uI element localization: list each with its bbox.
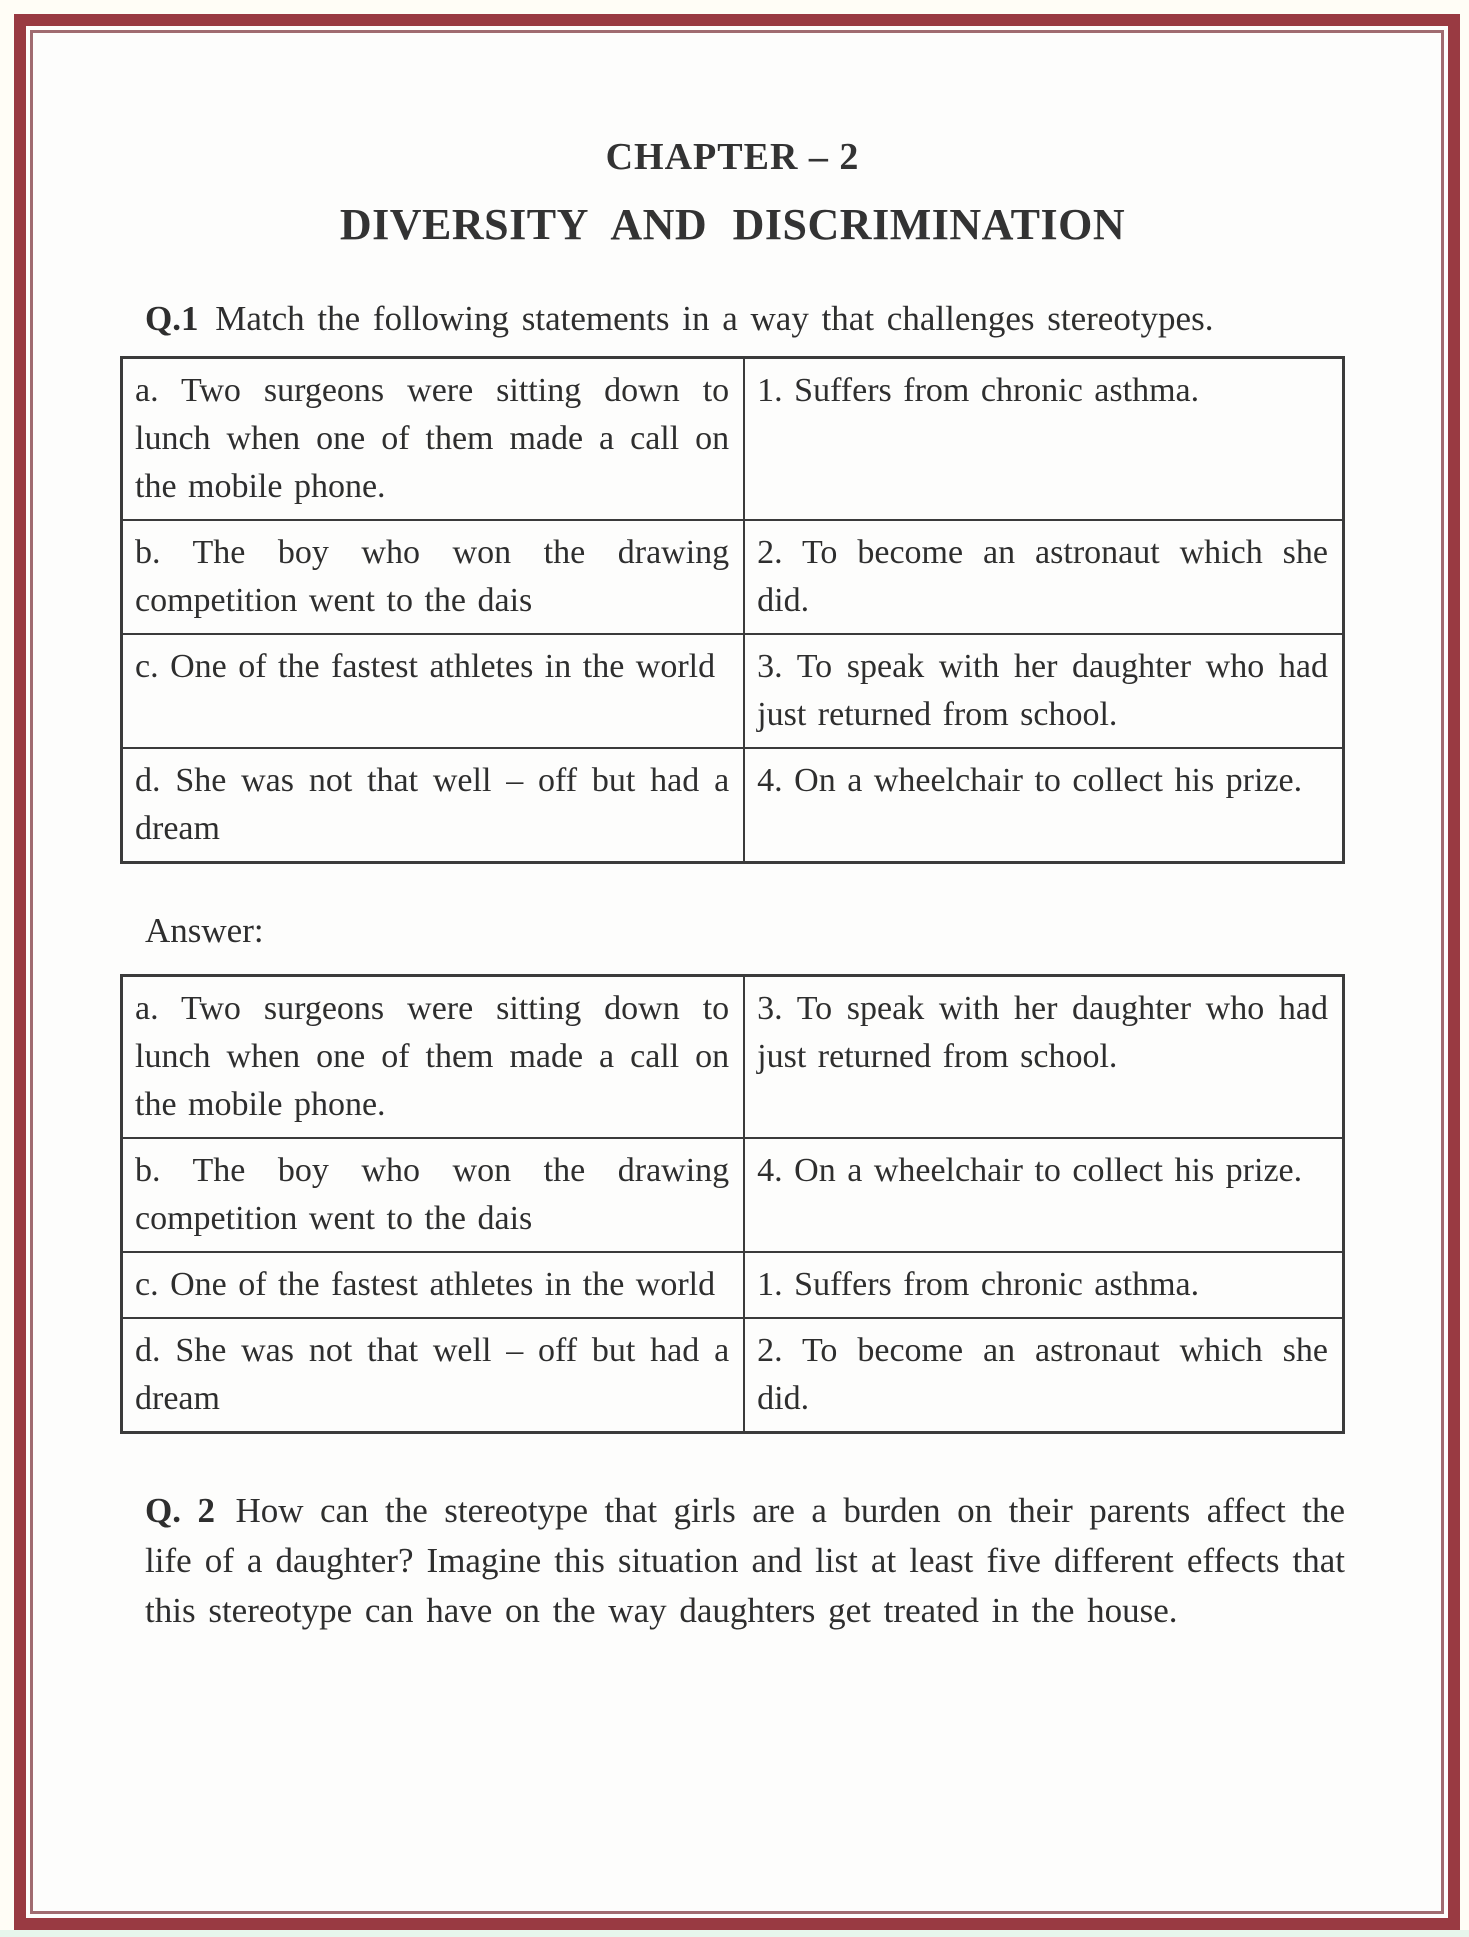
answer-cell-a-match: 3. To speak with her daughter who had just returned from school. [744, 976, 1343, 1139]
answer-cell-a: a. Two surgeons were sitting down to lunch when one of them made a call on the mobile phone. [122, 976, 745, 1139]
match-cell-a: a. Two surgeons were sitting down to lunch when one of them made a call on the mobile phone. [122, 358, 745, 521]
match-cell-4: 4. On a wheelchair to collect his prize. [744, 748, 1343, 863]
match-cell-3: 3. To speak with her daughter who had just returned from school. [744, 634, 1343, 748]
chapter-title: CHAPTER – 2 [605, 136, 860, 178]
answer-cell-b-match: 4. On a wheelchair to collect his prize. [744, 1138, 1343, 1252]
chapter-subtitle: DIVERSITY AND DISCRIMINATION [339, 200, 1126, 249]
table-row [122, 358, 1344, 521]
match-cell-2: 2. To become an astronaut which she did. [744, 520, 1343, 634]
q1-match-table [120, 356, 1345, 864]
table-row [122, 1138, 1344, 1252]
question-1-label: Q.1 [145, 299, 199, 338]
question-2 [120, 1486, 1345, 1636]
question-1 [120, 294, 1345, 344]
answer-cell-d-match: 2. To become an astronaut which she did. [744, 1318, 1343, 1433]
table-row [122, 1252, 1344, 1318]
match-cell-b: b. The boy who won the drawing competition went to the dais [122, 520, 745, 634]
table-row [122, 748, 1344, 863]
table-row [122, 1318, 1344, 1433]
page-content [120, 0, 1345, 1636]
match-cell-c: c. One of the fastest athletes in the world [122, 634, 745, 748]
page-bottom-strip [0, 1930, 1469, 1937]
answer-label: Answer: [145, 911, 264, 950]
answer-cell-d: d. She was not that well – off but had a dream [122, 1318, 745, 1433]
table-row [122, 520, 1344, 634]
table-row [122, 976, 1344, 1139]
answer-cell-c: c. One of the fastest athletes in the world [122, 1252, 745, 1318]
q1-answer-table [120, 974, 1345, 1434]
question-2-text: How can the stereotype that girls are a burden on their parents affect the life of a daughter? Imagine this situation and list at least five different effects that this stereotype can have on the way daughters get treated in the house. [145, 1491, 1345, 1630]
answer-cell-b: b. The boy who won the drawing competition went to the dais [122, 1138, 745, 1252]
match-cell-d: d. She was not that well – off but had a dream [122, 748, 745, 863]
question-2-label: Q. 2 [145, 1491, 215, 1530]
table-row [122, 634, 1344, 748]
question-1-text: Match the following statements in a way that challenges stereotypes. [215, 299, 1214, 338]
match-cell-1: 1. Suffers from chronic asthma. [744, 358, 1343, 521]
answer-cell-c-match: 1. Suffers from chronic asthma. [744, 1252, 1343, 1318]
